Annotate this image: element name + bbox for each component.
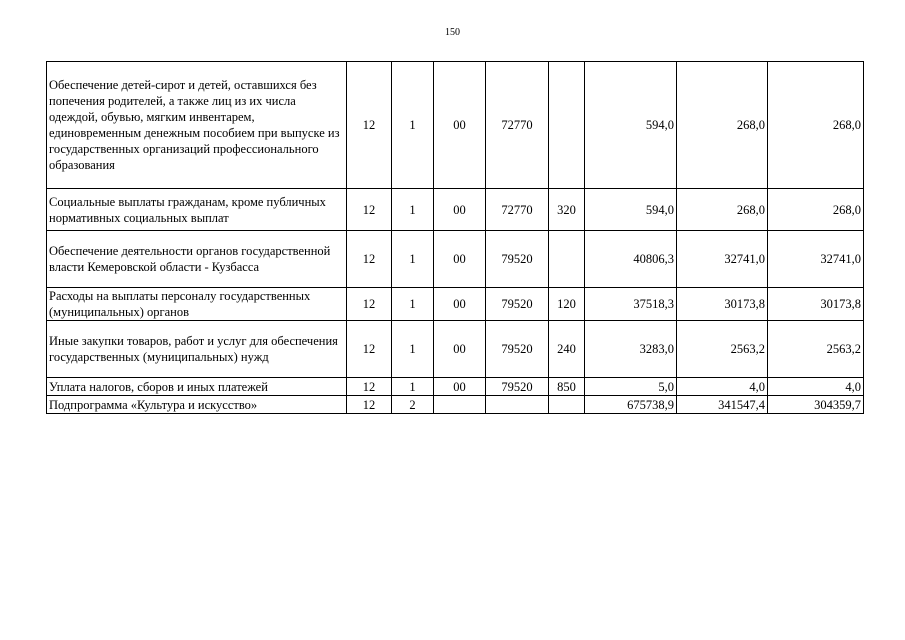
section-code: 12 [347, 396, 392, 414]
table-row [47, 288, 864, 321]
target-code: 72770 [486, 189, 549, 231]
value-year-1: 37518,3 [585, 288, 677, 321]
row-name: Социальные выплаты гражданам, кроме публичных нормативных социальных выплат [47, 189, 347, 231]
table-row [47, 189, 864, 231]
value-year-1: 675738,9 [585, 396, 677, 414]
expense-type: 240 [549, 321, 585, 378]
subsection-code: 1 [392, 62, 434, 189]
value-year-1: 40806,3 [585, 231, 677, 288]
section-code: 12 [347, 231, 392, 288]
program-code: 00 [434, 321, 486, 378]
value-year-3: 30173,8 [768, 288, 864, 321]
value-year-2: 268,0 [677, 189, 768, 231]
budget-table [46, 61, 864, 414]
target-code: 79520 [486, 321, 549, 378]
program-code: 00 [434, 288, 486, 321]
expense-type [549, 62, 585, 189]
value-year-1: 5,0 [585, 378, 677, 396]
subsection-code: 2 [392, 396, 434, 414]
table-row [47, 62, 864, 189]
expense-type [549, 231, 585, 288]
section-code: 12 [347, 378, 392, 396]
subsection-code: 1 [392, 231, 434, 288]
section-code: 12 [347, 321, 392, 378]
target-code: 72770 [486, 62, 549, 189]
program-code: 00 [434, 62, 486, 189]
value-year-3: 268,0 [768, 62, 864, 189]
target-code: 79520 [486, 288, 549, 321]
value-year-3: 268,0 [768, 189, 864, 231]
table-row [47, 396, 864, 414]
subsection-code: 1 [392, 321, 434, 378]
program-code: 00 [434, 189, 486, 231]
row-name: Подпрограмма «Культура и искусство» [47, 396, 347, 414]
target-code: 79520 [486, 378, 549, 396]
program-code [434, 396, 486, 414]
row-name: Уплата налогов, сборов и иных платежей [47, 378, 347, 396]
table-row [47, 378, 864, 396]
value-year-2: 30173,8 [677, 288, 768, 321]
value-year-3: 304359,7 [768, 396, 864, 414]
page-number: 150 [445, 27, 460, 38]
value-year-3: 4,0 [768, 378, 864, 396]
value-year-1: 3283,0 [585, 321, 677, 378]
value-year-3: 2563,2 [768, 321, 864, 378]
value-year-2: 341547,4 [677, 396, 768, 414]
row-name: Обеспечение детей-сирот и детей, оставшихся без попечения родителей, а также лиц из их числа одеждой, обувью, мягким инвентарем, единовременным денежным пособием при выпуске из государственных организаций профессионального образования [47, 62, 347, 189]
subsection-code: 1 [392, 288, 434, 321]
section-code: 12 [347, 62, 392, 189]
row-name: Расходы на выплаты персоналу государственных (муниципальных) органов [47, 288, 347, 321]
section-code: 12 [347, 189, 392, 231]
program-code: 00 [434, 378, 486, 396]
table-row [47, 231, 864, 288]
target-code [486, 396, 549, 414]
expense-type: 850 [549, 378, 585, 396]
program-code: 00 [434, 231, 486, 288]
row-name: Обеспечение деятельности органов государственной власти Кемеровской области - Кузбасса [47, 231, 347, 288]
value-year-2: 268,0 [677, 62, 768, 189]
section-code: 12 [347, 288, 392, 321]
expense-type [549, 396, 585, 414]
value-year-2: 32741,0 [677, 231, 768, 288]
value-year-2: 4,0 [677, 378, 768, 396]
subsection-code: 1 [392, 189, 434, 231]
value-year-3: 32741,0 [768, 231, 864, 288]
value-year-1: 594,0 [585, 62, 677, 189]
expense-type: 320 [549, 189, 585, 231]
expense-type: 120 [549, 288, 585, 321]
subsection-code: 1 [392, 378, 434, 396]
table-row [47, 321, 864, 378]
value-year-2: 2563,2 [677, 321, 768, 378]
target-code: 79520 [486, 231, 549, 288]
row-name: Иные закупки товаров, работ и услуг для обеспечения государственных (муниципальных) нужд [47, 321, 347, 378]
value-year-1: 594,0 [585, 189, 677, 231]
